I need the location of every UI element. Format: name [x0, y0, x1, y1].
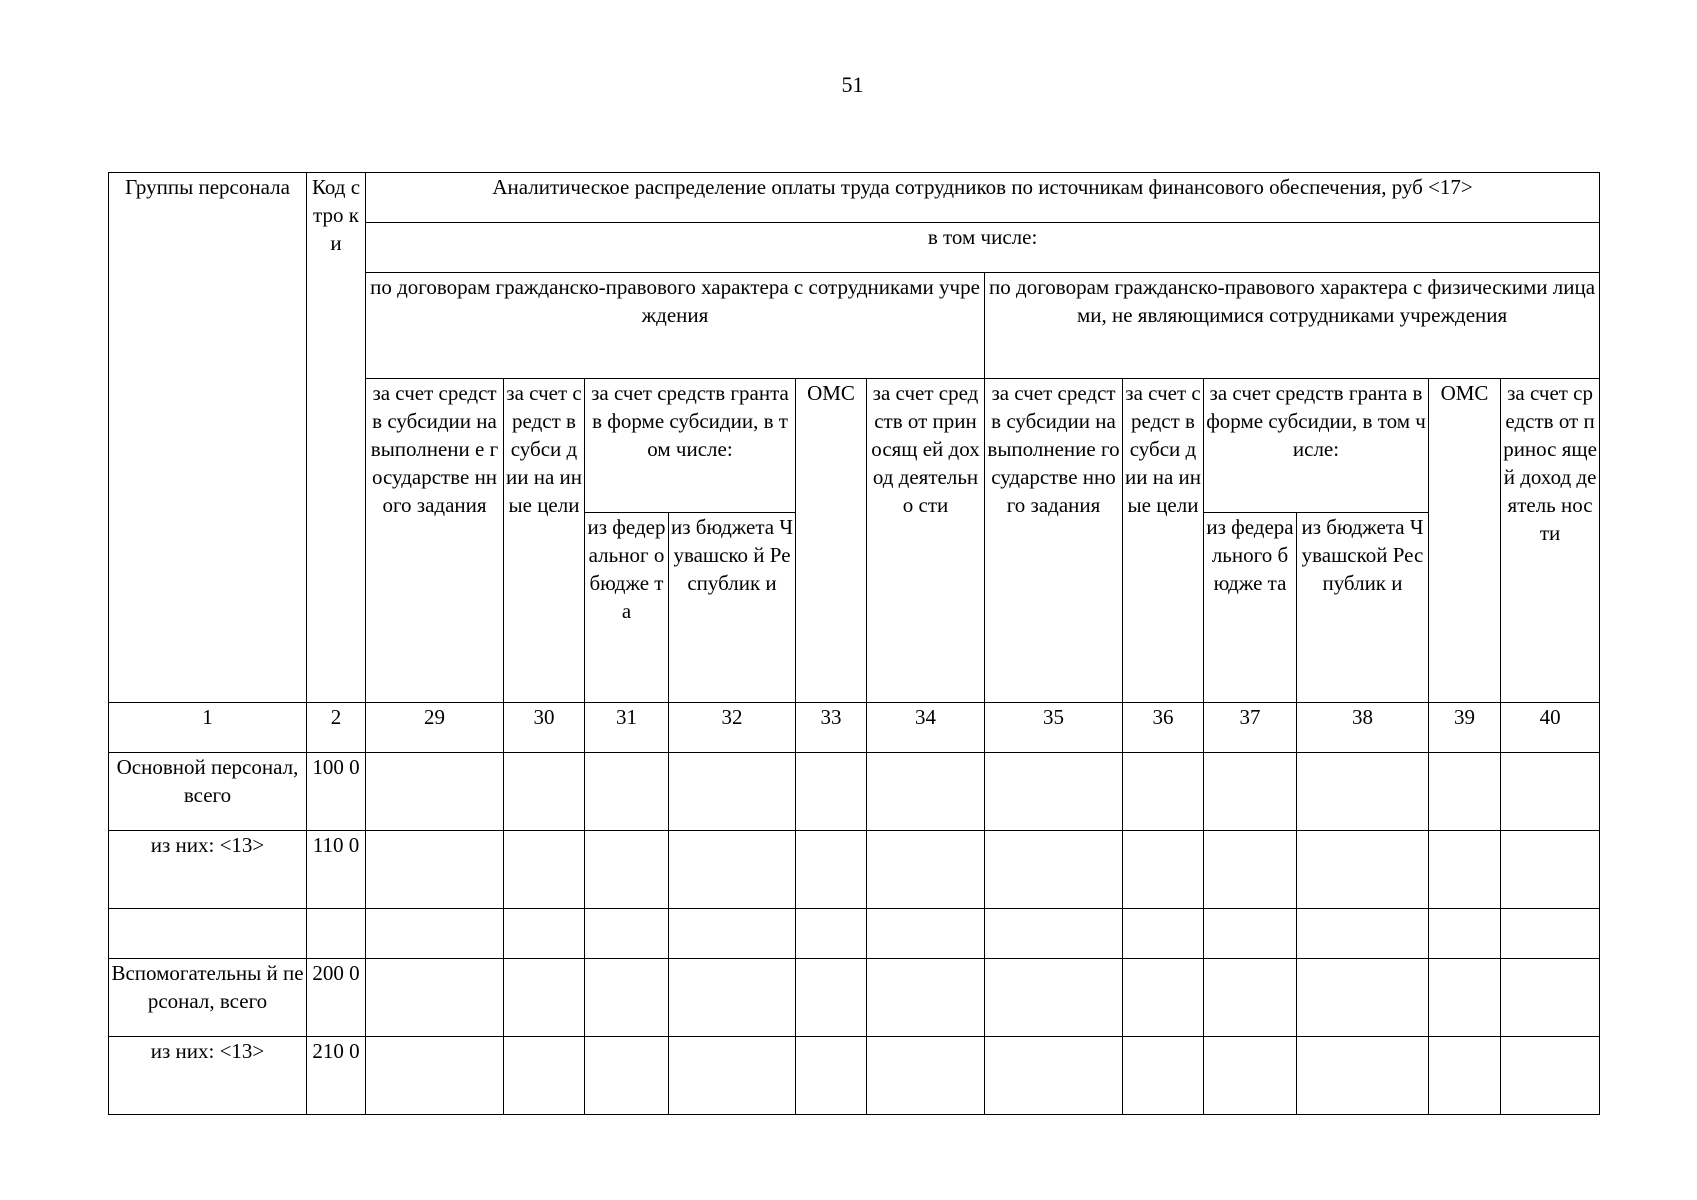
- col-header-b-oms: ОМС: [1429, 379, 1501, 703]
- data-cell[interactable]: [796, 959, 867, 1037]
- column-number: 34: [867, 703, 985, 753]
- col-header-a-other-goals: за счет средст в субси дии на иные цели: [504, 379, 585, 703]
- row-code: 210 0: [307, 1037, 366, 1115]
- column-number: 40: [1501, 703, 1600, 753]
- data-cell[interactable]: [669, 959, 796, 1037]
- data-cell[interactable]: [504, 831, 585, 909]
- table-row: [109, 959, 1600, 1037]
- data-cell[interactable]: [1123, 753, 1204, 831]
- data-cell[interactable]: [1204, 909, 1297, 959]
- data-cell[interactable]: [669, 1037, 796, 1115]
- data-cell[interactable]: [1297, 753, 1429, 831]
- group-header-employees: по договорам гражданско-правового характера с сотрудниками учреждения: [366, 273, 985, 379]
- col-header-b-state-task: за счет средств субсидии на выполнение государстве нного задания: [985, 379, 1123, 703]
- data-cell[interactable]: [585, 831, 669, 909]
- col-header-a-state-task: за счет средств субсидии на выполнени е государстве нного задания: [366, 379, 504, 703]
- data-cell[interactable]: [669, 909, 796, 959]
- data-cell[interactable]: [1123, 1037, 1204, 1115]
- data-cell[interactable]: [1501, 831, 1600, 909]
- row-label: [109, 909, 307, 959]
- data-cell[interactable]: [985, 1037, 1123, 1115]
- col-header-staff-group: Группы персонала: [109, 173, 307, 703]
- table-row: [109, 1037, 1600, 1115]
- row-label: Основной персонал, всего: [109, 753, 307, 831]
- col-header-a-income: за счет средств от приносящ ей доход деятельно сти: [867, 379, 985, 703]
- including-header: в том числе:: [366, 223, 1600, 273]
- col-header-a-chuvash: из бюджета Чувашско й Республик и: [669, 513, 796, 703]
- data-cell[interactable]: [366, 1037, 504, 1115]
- data-cell[interactable]: [796, 753, 867, 831]
- data-cell[interactable]: [867, 909, 985, 959]
- data-cell[interactable]: [1297, 831, 1429, 909]
- data-cell[interactable]: [1429, 831, 1501, 909]
- table-row: [109, 909, 1600, 959]
- data-cell[interactable]: [1429, 959, 1501, 1037]
- data-cell[interactable]: [796, 909, 867, 959]
- column-number: 38: [1297, 703, 1429, 753]
- row-code: 200 0: [307, 959, 366, 1037]
- data-cell[interactable]: [504, 909, 585, 959]
- row-label: Вспомогательны й персонал, всего: [109, 959, 307, 1037]
- row-code: [307, 909, 366, 959]
- data-cell[interactable]: [1501, 959, 1600, 1037]
- column-number-row: [109, 703, 1600, 753]
- column-number: 30: [504, 703, 585, 753]
- page-number: 51: [841, 72, 864, 97]
- data-cell[interactable]: [1204, 1037, 1297, 1115]
- main-header: Аналитическое распределение оплаты труда сотрудников по источникам финансового обеспечения, руб <17>: [366, 173, 1600, 223]
- column-number: 35: [985, 703, 1123, 753]
- col-header-b-grant: за счет средств гранта в форме субсидии, в том числе:: [1204, 379, 1429, 513]
- data-cell[interactable]: [585, 1037, 669, 1115]
- column-number: 37: [1204, 703, 1297, 753]
- col-header-a-oms: ОМС: [796, 379, 867, 703]
- data-cell[interactable]: [985, 831, 1123, 909]
- column-number: 2: [307, 703, 366, 753]
- data-cell[interactable]: [796, 831, 867, 909]
- data-cell[interactable]: [985, 959, 1123, 1037]
- data-cell[interactable]: [366, 909, 504, 959]
- column-number: 1: [109, 703, 307, 753]
- data-cell[interactable]: [985, 753, 1123, 831]
- data-cell[interactable]: [1297, 1037, 1429, 1115]
- col-header-b-chuvash: из бюджета Чувашской Республик и: [1297, 513, 1429, 703]
- col-header-a-grant: за счет средств гранта в форме субсидии, в том числе:: [585, 379, 796, 513]
- data-cell[interactable]: [1123, 909, 1204, 959]
- data-cell[interactable]: [796, 1037, 867, 1115]
- row-label: из них: <13>: [109, 1037, 307, 1115]
- data-cell[interactable]: [1123, 959, 1204, 1037]
- data-cell[interactable]: [669, 753, 796, 831]
- data-cell[interactable]: [1204, 959, 1297, 1037]
- data-cell[interactable]: [1297, 959, 1429, 1037]
- data-cell[interactable]: [585, 909, 669, 959]
- col-header-row-code: Код стро ки: [307, 173, 366, 703]
- col-header-b-federal: из федера льного бюдже та: [1204, 513, 1297, 703]
- data-cell[interactable]: [1204, 831, 1297, 909]
- data-cell[interactable]: [1297, 909, 1429, 959]
- data-cell[interactable]: [985, 909, 1123, 959]
- col-header-a-federal: из федер альног о бюдже та: [585, 513, 669, 703]
- column-number: 32: [669, 703, 796, 753]
- data-cell[interactable]: [504, 1037, 585, 1115]
- col-header-b-income: за счет средств от принос ящей доход деятель ности: [1501, 379, 1600, 703]
- data-cell[interactable]: [1204, 753, 1297, 831]
- data-cell[interactable]: [366, 753, 504, 831]
- col-header-b-other-goals: за счет средст в субси дии на иные цели: [1123, 379, 1204, 703]
- column-number: 31: [585, 703, 669, 753]
- data-cell[interactable]: [1123, 831, 1204, 909]
- staff-pay-distribution-table: [108, 172, 1600, 1115]
- data-cell[interactable]: [585, 753, 669, 831]
- header-row: [109, 173, 1600, 223]
- table-row: [109, 831, 1600, 909]
- table-row: [109, 753, 1600, 831]
- data-cell[interactable]: [1429, 1037, 1501, 1115]
- data-cell[interactable]: [867, 959, 985, 1037]
- data-cell[interactable]: [867, 1037, 985, 1115]
- column-number: 36: [1123, 703, 1204, 753]
- data-cell[interactable]: [1501, 909, 1600, 959]
- data-cell[interactable]: [1429, 753, 1501, 831]
- data-cell[interactable]: [1501, 1037, 1600, 1115]
- data-cell[interactable]: [366, 959, 504, 1037]
- data-cell[interactable]: [366, 831, 504, 909]
- data-cell[interactable]: [867, 753, 985, 831]
- data-cell[interactable]: [669, 831, 796, 909]
- data-cell[interactable]: [504, 959, 585, 1037]
- data-cell[interactable]: [585, 959, 669, 1037]
- data-cell[interactable]: [1429, 909, 1501, 959]
- group-header-non-employees: по договорам гражданско-правового характера с физическими лицами, не являющимися сотрудниками учреждения: [985, 273, 1600, 379]
- data-cell[interactable]: [504, 753, 585, 831]
- row-code: 100 0: [307, 753, 366, 831]
- row-label: из них: <13>: [109, 831, 307, 909]
- column-number: 29: [366, 703, 504, 753]
- data-cell[interactable]: [1501, 753, 1600, 831]
- column-number: 33: [796, 703, 867, 753]
- data-cell[interactable]: [867, 831, 985, 909]
- column-number: 39: [1429, 703, 1501, 753]
- row-code: 110 0: [307, 831, 366, 909]
